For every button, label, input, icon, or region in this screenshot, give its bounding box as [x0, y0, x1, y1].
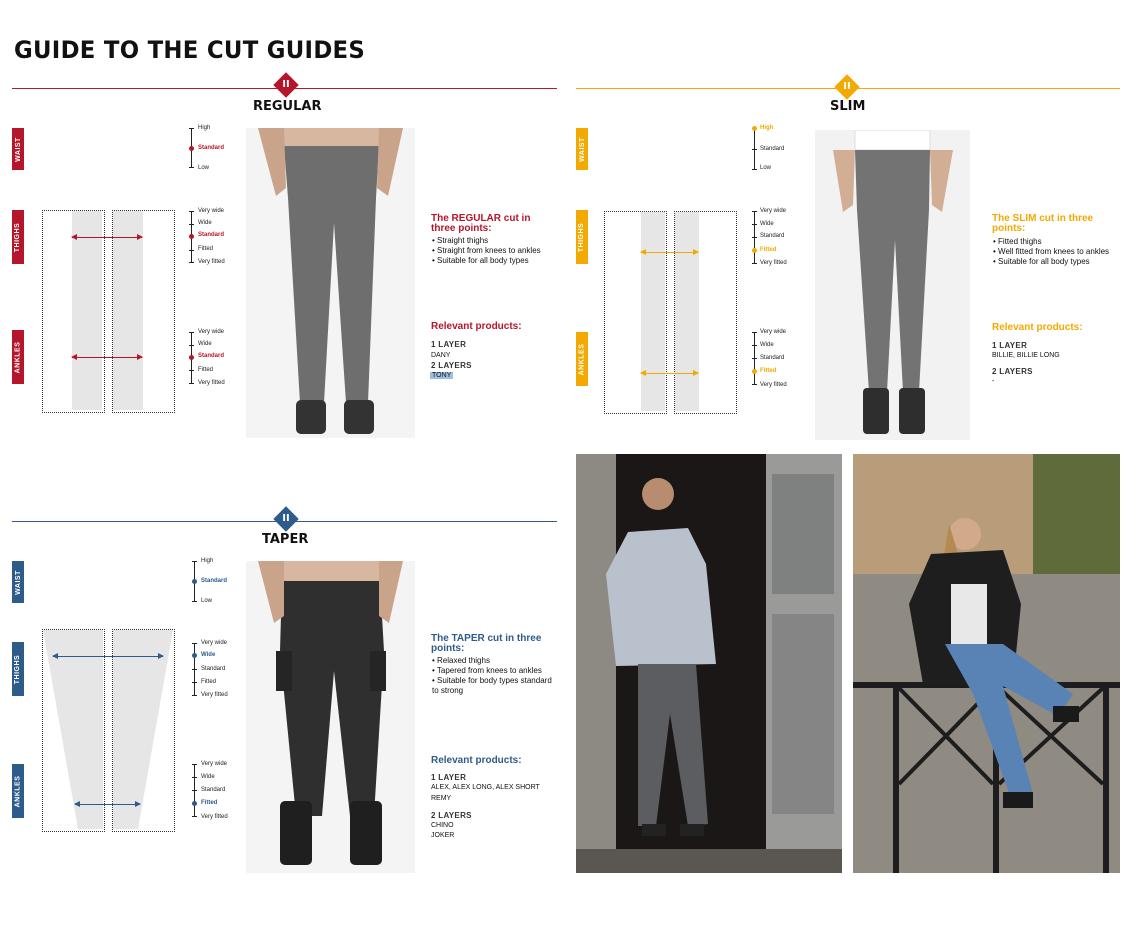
- product-link[interactable]: BILLIE, BILLIE LONG: [992, 352, 1060, 359]
- ankles-level: Very fitted: [760, 382, 787, 388]
- thighs-tab: THIGHS: [576, 210, 588, 264]
- thigh-width-arrow-icon: [641, 252, 698, 253]
- thighs-level: Very wide: [201, 640, 228, 646]
- thighs-level-selected: Standard: [198, 232, 225, 238]
- thigh-width-arrow-icon: [72, 237, 142, 238]
- relevant-products-title: Relevant products:: [431, 321, 522, 332]
- ankles-tab: ANKLES: [12, 330, 24, 384]
- waist-marker: [752, 126, 757, 131]
- thighs-level: Wide: [760, 221, 774, 227]
- ankles-level: Wide: [760, 342, 774, 348]
- waist-level-selected: High: [760, 125, 774, 131]
- list-item: • Suitable for all body types: [432, 256, 557, 266]
- waist-tab: WAIST: [576, 128, 588, 170]
- waist-level: Low: [760, 165, 772, 171]
- ankles-level: Very wide: [760, 329, 787, 335]
- thighs-level: Very fitted: [201, 692, 228, 698]
- thighs-marker: [189, 234, 194, 239]
- thighs-tab: THIGHS: [12, 210, 24, 264]
- ankles-level: Standard: [760, 355, 785, 361]
- thighs-level: Standard: [201, 666, 226, 672]
- thighs-level: Very fitted: [198, 259, 225, 265]
- product-link[interactable]: JOKER: [431, 832, 455, 839]
- taper-cargo-photo: [246, 561, 415, 873]
- ankle-width-arrow-icon: [72, 357, 142, 358]
- list-item: • Suitable for body types standard to strong: [432, 676, 558, 696]
- page-title: GUIDE TO THE CUT GUIDES: [14, 36, 366, 64]
- product-link: -: [992, 378, 995, 385]
- ankles-level-selected: Fitted: [201, 800, 218, 806]
- slim-title: SLIM: [830, 99, 866, 114]
- lifestyle-photo-man: [576, 454, 842, 873]
- waist-level-selected: Standard: [201, 578, 228, 584]
- ankle-width-arrow-icon: [641, 373, 698, 374]
- ankles-marker: [752, 369, 757, 374]
- ankles-marker: [189, 355, 194, 360]
- thighs-level: Fitted: [201, 679, 217, 685]
- pant-legs-icon: II: [282, 79, 290, 90]
- one-layer-label: 1 LAYER: [431, 773, 467, 782]
- waist-marker: [192, 579, 197, 584]
- ankle-width-arrow-icon: [75, 804, 140, 805]
- thighs-level-selected: Wide: [201, 652, 216, 658]
- waist-level: Low: [198, 165, 210, 171]
- ankles-level: Very fitted: [201, 814, 228, 820]
- thighs-level: Very wide: [198, 208, 225, 214]
- regular-bullets: [432, 236, 557, 266]
- taper-description-title: The TAPER cut in three points:: [431, 633, 542, 654]
- one-layer-label: 1 LAYER: [992, 341, 1028, 350]
- ankles-level: Very wide: [201, 761, 228, 767]
- regular-description-title: The REGULAR cut in three points:: [431, 213, 531, 234]
- waist-level: High: [198, 125, 211, 131]
- ankles-level: Very wide: [198, 329, 225, 335]
- ankles-level: Very fitted: [198, 380, 225, 386]
- regular-title: REGULAR: [253, 99, 322, 114]
- product-link[interactable]: CHINO: [431, 822, 454, 829]
- two-layers-label: 2 LAYERS: [431, 361, 472, 370]
- one-layer-label: 1 LAYER: [431, 340, 467, 349]
- list-item: • Well fitted from knees to ankles: [993, 247, 1123, 257]
- slim-description-title: The SLIM cut in three points:: [992, 213, 1094, 234]
- ankles-marker: [192, 801, 197, 806]
- taper-bullets: [432, 656, 558, 696]
- thighs-marker: [752, 248, 757, 253]
- thighs-level: Very wide: [760, 208, 787, 214]
- thighs-level: Standard: [760, 233, 785, 239]
- two-layers-label: 2 LAYERS: [992, 367, 1033, 376]
- thighs-level: Very fitted: [760, 260, 787, 266]
- thighs-level-selected: Fitted: [760, 247, 777, 253]
- slim-bullets: [993, 237, 1123, 267]
- slim-jeans-photo: [815, 130, 970, 440]
- taper-title: TAPER: [262, 532, 309, 547]
- waist-level: Standard: [760, 146, 785, 152]
- relevant-products-title: Relevant products:: [992, 322, 1083, 333]
- ankles-level: Wide: [201, 774, 215, 780]
- list-item: • Straight thighs: [432, 236, 557, 246]
- list-item: • Tapered from knees to ankles: [432, 666, 558, 676]
- ankles-tab: ANKLES: [12, 764, 24, 818]
- ankles-level: Standard: [201, 787, 226, 793]
- product-link[interactable]: ALEX, ALEX LONG, ALEX SHORT: [431, 784, 540, 791]
- pant-legs-icon: II: [843, 81, 851, 92]
- product-link[interactable]: DANY: [431, 352, 451, 359]
- thighs-marker: [192, 653, 197, 658]
- regular-jeans-photo: [246, 128, 415, 438]
- waist-level-selected: Standard: [198, 145, 225, 151]
- thigh-width-arrow-icon: [53, 656, 163, 657]
- product-link[interactable]: TONY: [432, 372, 452, 379]
- waist-tab: WAIST: [12, 128, 24, 170]
- ankles-level-selected: Fitted: [760, 368, 777, 374]
- waist-marker: [189, 146, 194, 151]
- ankles-level: Wide: [198, 341, 212, 347]
- ankles-tab: ANKLES: [576, 332, 588, 386]
- thighs-level: Fitted: [198, 246, 214, 252]
- list-item: • Suitable for all body types: [993, 257, 1123, 267]
- product-link[interactable]: REMY: [431, 795, 452, 802]
- list-item: • Fitted thighs: [993, 237, 1123, 247]
- thighs-tab: THIGHS: [12, 642, 24, 696]
- pant-legs-icon: II: [282, 513, 290, 524]
- waist-level: High: [201, 558, 214, 564]
- waist-level: Low: [201, 598, 213, 604]
- list-item: • Straight from knees to ankles: [432, 246, 557, 256]
- thighs-level: Wide: [198, 220, 212, 226]
- lifestyle-photo-woman: [853, 454, 1120, 873]
- list-item: • Relaxed thighs: [432, 656, 558, 666]
- ankles-level-selected: Standard: [198, 353, 225, 359]
- relevant-products-title: Relevant products:: [431, 755, 522, 766]
- ankles-level: Fitted: [198, 367, 214, 373]
- two-layers-label: 2 LAYERS: [431, 811, 472, 820]
- waist-tab: WAIST: [12, 561, 24, 603]
